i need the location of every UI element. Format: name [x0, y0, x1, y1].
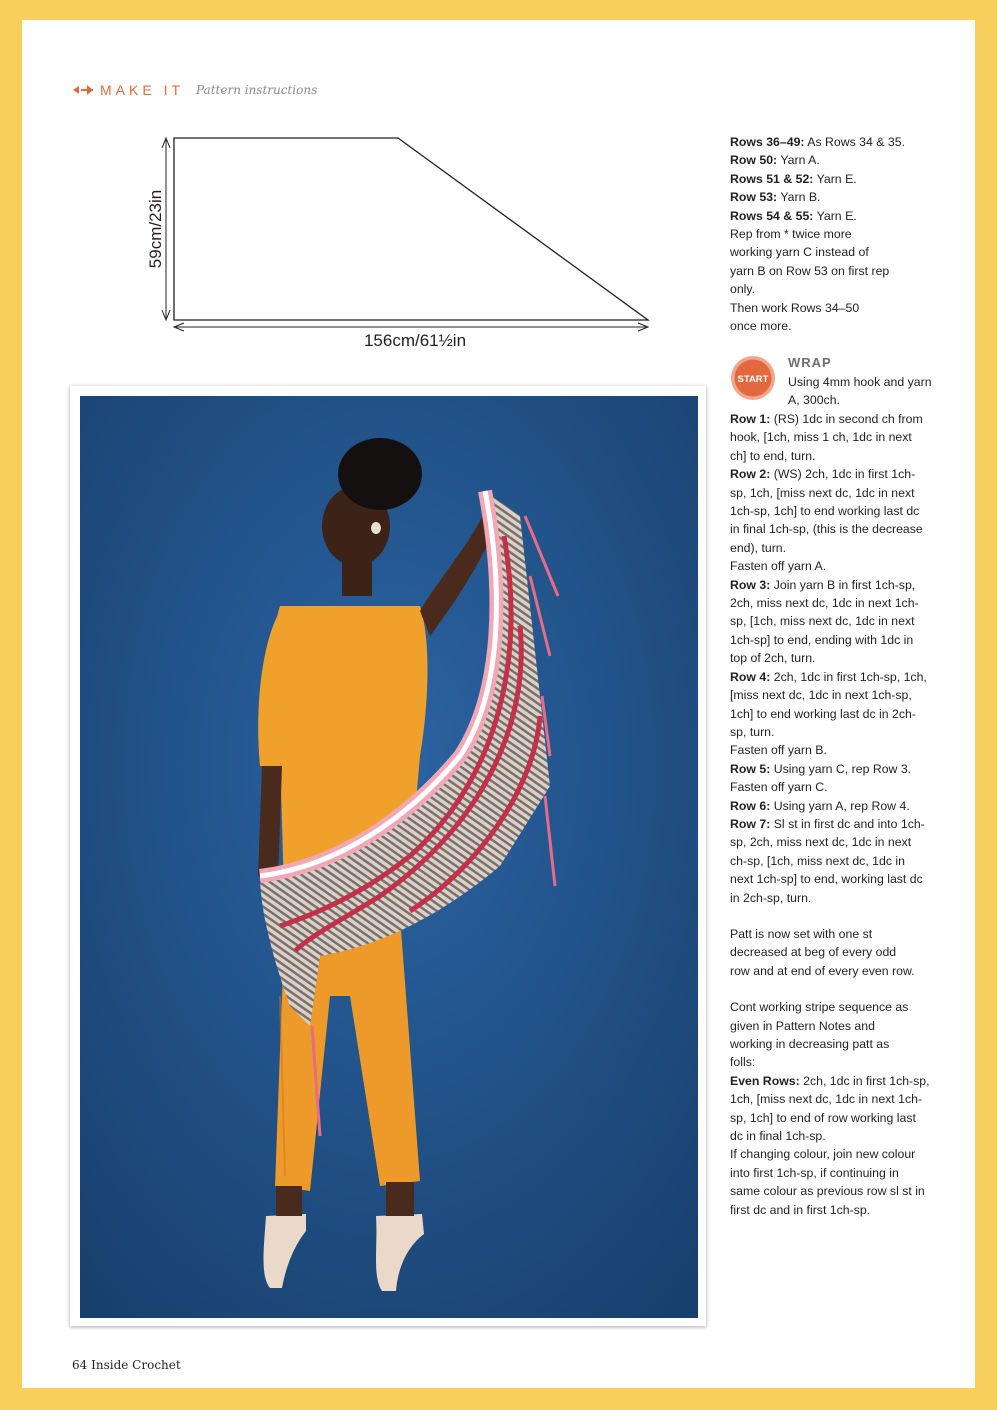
- page-footer: [72, 1358, 181, 1372]
- row-instructions: [730, 410, 930, 1219]
- row-3: Row 3: Join yarn B in first 1ch-sp, 2ch, miss next dc, 1dc in next 1ch-sp, [1ch, miss next dc, 1dc in next 1ch-sp] to end, ending with 1dc in top of 2ch, turn.: [730, 577, 919, 666]
- stripe-sequence-paragraph: Cont working stripe sequence as given in Pattern Notes and working in decreasing patt as folls:: [730, 1000, 909, 1070]
- pattern-set-paragraph: Patt is now set with one st decreased at beg of every odd row and at end of every even row.: [730, 926, 915, 978]
- wrap-intro: Using 4mm hook and yarn A, 300ch.: [788, 375, 932, 408]
- width-dimension-arrow: [174, 323, 648, 331]
- row-2: Row 2: (WS) 2ch, 1dc in first 1ch-sp, 1ch, [miss next dc, 1dc in next 1ch-sp, 1ch] to end working last dc in final 1ch-sp, (this is the decrease end), turn.: [730, 467, 923, 555]
- row-5: Row 5: Using yarn C, rep Row 3.: [730, 761, 912, 776]
- wrap-title: WRAP: [788, 355, 832, 370]
- model-photo: [80, 396, 698, 1318]
- start-badge: [730, 355, 776, 401]
- upper-rows-text: [730, 133, 930, 335]
- schematic-diagram: [140, 128, 660, 353]
- even-rows: Even Rows: 2ch, 1dc in first 1ch-sp, 1ch, [miss next dc, 1dc in next 1ch-sp, 1ch] to end of row working last dc in final 1ch-sp.: [730, 1073, 930, 1144]
- row-1: Row 1: (RS) 1dc in second ch from hook, [1ch, miss 1 ch, 1dc in next ch] to end, turn.: [730, 412, 923, 463]
- section-subtitle: Pattern instructions: [196, 83, 318, 97]
- row-4: Row 4: 2ch, 1dc in first 1ch-sp, 1ch, [miss next dc, 1dc in next 1ch-sp, 1ch] to end working last dc in 2ch-sp, turn.: [730, 669, 927, 739]
- section-header: [72, 80, 317, 100]
- rows-51-52: Rows 51 & 52: Yarn E.: [730, 171, 857, 186]
- colour-change-paragraph: If changing colour, join new colour into first 1ch-sp, if continuing in same colour as previous row sl st in first dc and in first 1ch-sp.: [730, 1147, 925, 1217]
- magazine-name: Inside Crochet: [91, 1358, 181, 1372]
- fasten-off-a: Fasten off yarn A.: [730, 559, 827, 574]
- shawl-outline: [174, 138, 648, 320]
- row-53: Row 53: Yarn B.: [730, 190, 821, 205]
- row-6: Row 6: Using yarn A, rep Row 4.: [730, 798, 910, 813]
- then-instruction: Then work Rows 34–50 once more.: [730, 300, 860, 334]
- row-7: Row 7: Sl st in first dc and into 1ch-sp, 2ch, miss next dc, 1dc in next ch-sp, [1ch, miss next dc, 1dc in next 1ch-sp] to end, working last dc in 2ch-sp, turn.: [730, 816, 925, 905]
- photo-frame: [70, 386, 706, 1326]
- page-number: 64: [72, 1358, 88, 1372]
- row-50: Row 50: Yarn A.: [730, 153, 820, 168]
- fasten-off-c: Fasten off yarn C.: [730, 780, 828, 795]
- arrow-icon: [72, 83, 94, 97]
- rows-54-55: Rows 54 & 55: Yarn E.: [730, 208, 857, 223]
- row-36-49: Rows 36–49: As Rows 34 & 35.: [730, 135, 905, 149]
- svg-text:START: START: [737, 374, 769, 385]
- section-title: MAKE IT: [100, 82, 185, 98]
- fasten-off-b: Fasten off yarn B.: [730, 743, 827, 758]
- repeat-instruction: Rep from * twice more working yarn C instead of yarn B on Row 53 on first rep only.: [730, 227, 890, 297]
- width-label: 156cm/61½in: [363, 331, 467, 350]
- height-label: 59cm/23in: [146, 189, 165, 269]
